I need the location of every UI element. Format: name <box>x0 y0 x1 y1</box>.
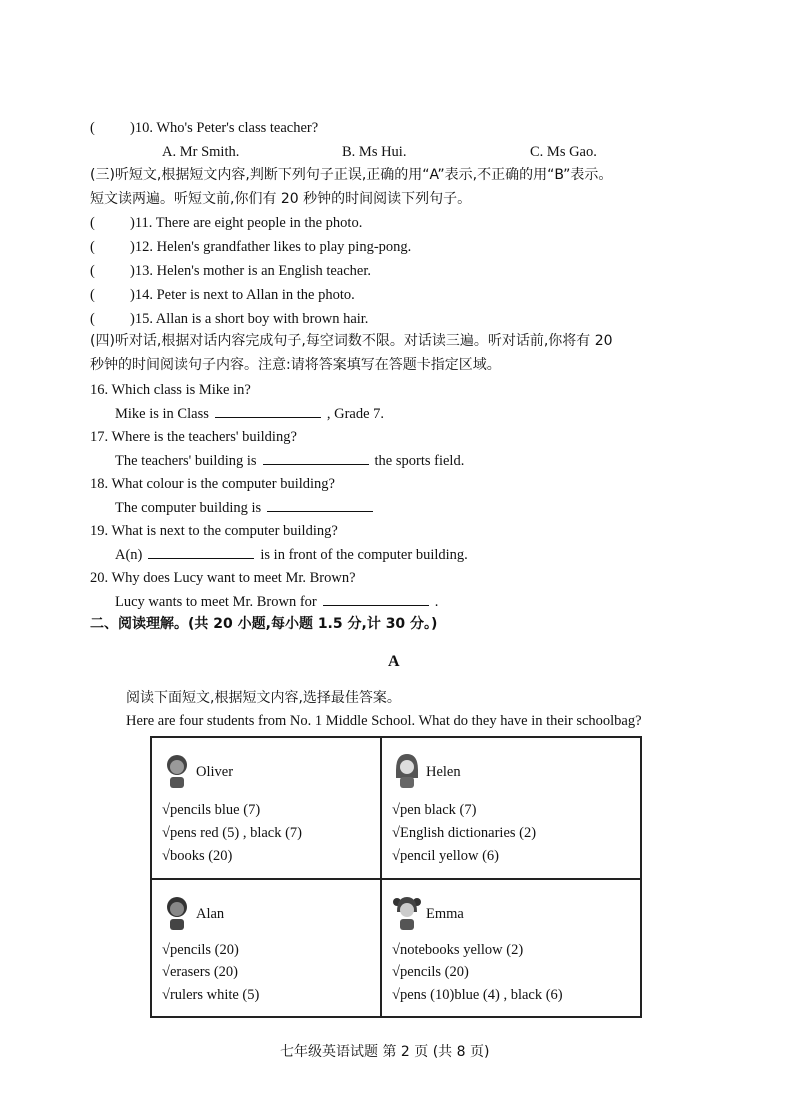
item-line: √pencils (20) <box>392 964 469 980</box>
schoolbag-table <box>150 736 642 1018</box>
student-name: Oliver <box>196 764 234 780</box>
item-line: √rulers white (5) <box>162 987 260 1003</box>
q10-option-b: B. Ms Hui. <box>342 144 407 160</box>
question-19: 19. What is next to the computer building? <box>90 523 338 539</box>
item-line: √pens (10)blue (4) , black (6) <box>392 987 563 1003</box>
answer-20-blank[interactable] <box>323 591 429 606</box>
student-card-oliver <box>152 738 392 878</box>
question-17: 17. Where is the teachers' building? <box>90 429 297 445</box>
item-line: √pen black (7) <box>392 802 477 818</box>
answer-17-blank[interactable] <box>263 450 369 465</box>
part2-heading: 二、阅读理解。(共 20 小题,每小题 1.5 分,计 30 分。) <box>90 616 438 632</box>
passage-letter: A <box>388 653 400 670</box>
item-line: √pencils (20) <box>162 942 239 958</box>
student-card-alan <box>152 880 392 1020</box>
section3-instruction-2: 短文读两遍。听短文前,你们有 20 秒钟的时间阅读下列句子。 <box>90 191 472 207</box>
student-card-emma <box>382 880 622 1020</box>
item-line: √English dictionaries (2) <box>392 825 537 841</box>
statement-13: ( )13. Helen's mother is an English teacher. <box>90 263 372 279</box>
q10-option-c: C. Ms Gao. <box>530 144 597 160</box>
item-line: √pencils blue (7) <box>162 802 261 818</box>
student-name: Alan <box>196 906 225 922</box>
answer-20: Lucy wants to meet Mr. Brown for . <box>115 591 438 612</box>
question-10: ( )10. Who's Peter's class teacher? <box>90 120 319 136</box>
answer-19: A(n) is in front of the computer building. <box>115 544 468 565</box>
statement-14: ( )14. Peter is next to Allan in the photo. <box>90 287 355 303</box>
question-18: 18. What colour is the computer building? <box>90 476 335 492</box>
question-16: 16. Which class is Mike in? <box>90 382 251 398</box>
girl-avatar-icon <box>392 892 422 932</box>
answer-18: The computer building is <box>115 497 379 518</box>
item-line: √pens red (5) , black (7) <box>162 825 303 841</box>
question-20: 20. Why does Lucy want to meet Mr. Brown? <box>90 570 356 586</box>
statement-15: ( )15. Allan is a short boy with brown hair. <box>90 311 369 327</box>
answer-18-blank[interactable] <box>267 497 373 512</box>
boy-avatar-icon <box>162 750 192 790</box>
item-line: √pencil yellow (6) <box>392 848 500 864</box>
answer-16: Mike is in Class , Grade 7. <box>115 403 384 424</box>
reading-intro: Here are four students from No. 1 Middle School. What do they have in their schoolbag? <box>126 713 642 729</box>
statement-12: ( )12. Helen's grandfather likes to play ping-pong. <box>90 239 412 255</box>
answer-16-blank[interactable] <box>215 403 321 418</box>
student-card-helen <box>382 738 622 878</box>
section4-instruction-1: (四)听对话,根据对话内容完成句子,每空词数不限。对话读三遍。听对话前,你将有 20 <box>90 333 613 349</box>
girl-avatar-icon <box>392 750 422 790</box>
reading-instruction: 阅读下面短文,根据短文内容,选择最佳答案。 <box>126 690 401 706</box>
section3-instruction-1: (三)听短文,根据短文内容,判断下列句子正误,正确的用“A”表示,不正确的用“B”表示。 <box>90 167 613 183</box>
q10-option-a: A. Mr Smith. <box>162 144 240 160</box>
statement-11: ( )11. There are eight people in the photo. <box>90 215 363 231</box>
answer-19-blank[interactable] <box>148 544 254 559</box>
student-name: Emma <box>426 906 464 922</box>
student-name: Helen <box>426 764 461 780</box>
item-line: √books (20) <box>162 848 233 864</box>
boy-avatar-icon <box>162 892 192 932</box>
item-line: √erasers (20) <box>162 964 238 980</box>
page-footer: 七年级英语试题 第 2 页 (共 8 页) <box>280 1044 490 1060</box>
section4-instruction-2: 秒钟的时间阅读句子内容。注意:请将答案填写在答题卡指定区域。 <box>90 357 501 373</box>
item-line: √notebooks yellow (2) <box>392 942 524 958</box>
answer-17: The teachers' building is the sports field. <box>115 450 464 471</box>
